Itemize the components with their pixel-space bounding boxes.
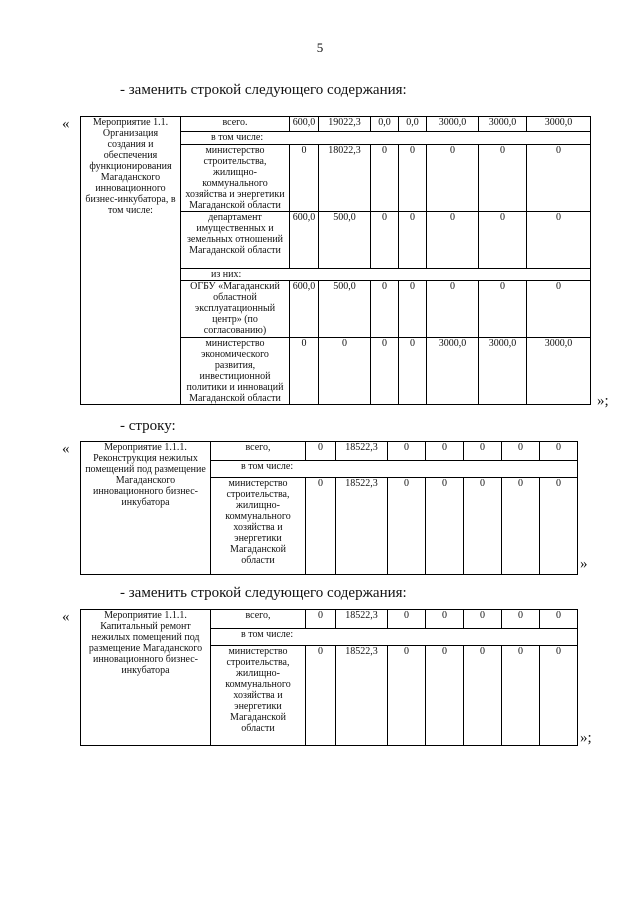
executor-cell: министерство строительства, жилищно-коммунального хозяйства и энергетики Магаданской области bbox=[211, 646, 306, 746]
amount-cell: 600,0 bbox=[290, 117, 319, 132]
amount-cell: 0 bbox=[502, 478, 540, 575]
executor-cell: из них: bbox=[181, 269, 591, 281]
executor-cell: министерство строительства, жилищно-коммунального хозяйства и энергетики Магаданской области bbox=[211, 478, 306, 575]
heading-replace-1: - заменить строкой следующего содержания: bbox=[120, 82, 407, 98]
close-quote-3: »; bbox=[580, 730, 592, 746]
amount-cell: 0 bbox=[371, 212, 399, 269]
amount-cell: 18022,3 bbox=[319, 145, 371, 212]
amount-cell: 0 bbox=[502, 646, 540, 746]
amount-cell: 0 bbox=[388, 442, 426, 461]
close-quote-2: » bbox=[580, 556, 588, 572]
amount-cell: 3000,0 bbox=[527, 338, 591, 405]
amount-cell: 0 bbox=[540, 610, 578, 629]
amount-cell: 0 bbox=[540, 646, 578, 746]
amount-cell: 0 bbox=[502, 442, 540, 461]
amount-cell: 0 bbox=[464, 478, 502, 575]
amount-cell: 0,0 bbox=[371, 117, 399, 132]
amount-cell: 0 bbox=[464, 442, 502, 461]
amount-cell: 0 bbox=[527, 212, 591, 269]
table-row bbox=[81, 117, 591, 132]
amount-cell: 3000,0 bbox=[479, 117, 527, 132]
amount-cell: 0 bbox=[540, 478, 578, 575]
table-measure-1-1-1-old bbox=[80, 441, 578, 575]
amount-cell: 3000,0 bbox=[427, 117, 479, 132]
executor-cell: всего, bbox=[211, 442, 306, 461]
amount-cell: 600,0 bbox=[290, 281, 319, 338]
amount-cell: 3000,0 bbox=[527, 117, 591, 132]
amount-cell: 600,0 bbox=[290, 212, 319, 269]
amount-cell: 0 bbox=[290, 338, 319, 405]
amount-cell: 0 bbox=[464, 646, 502, 746]
measure-name-cell: Мероприятие 1.1.1. Капитальный ремонт нежилых помещений под размещение Магаданского инновационного бизнес-инкубатора bbox=[81, 610, 211, 746]
amount-cell: 0 bbox=[371, 281, 399, 338]
heading-replace-2: - заменить строкой следующего содержания: bbox=[120, 585, 407, 601]
amount-cell: 0 bbox=[427, 212, 479, 269]
executor-cell: министерство строительства, жилищно-коммунального хозяйства и энергетики Магаданской области bbox=[181, 145, 290, 212]
amount-cell: 0 bbox=[306, 610, 336, 629]
executor-cell: министерство экономического развития, инвестиционной политики и инноваций Магаданской области bbox=[181, 338, 290, 405]
amount-cell: 0 bbox=[371, 338, 399, 405]
amount-cell: 0 bbox=[399, 281, 427, 338]
table-measure-1-1 bbox=[80, 116, 591, 405]
amount-cell: 500,0 bbox=[319, 281, 371, 338]
amount-cell: 18522,3 bbox=[336, 478, 388, 575]
executor-cell: в том числе: bbox=[211, 629, 578, 646]
executor-cell: в том числе: bbox=[211, 461, 578, 478]
amount-cell: 0 bbox=[426, 478, 464, 575]
amount-cell: 0 bbox=[290, 145, 319, 212]
amount-cell: 0 bbox=[540, 442, 578, 461]
open-quote-1: « bbox=[62, 116, 70, 132]
close-quote-1: »; bbox=[597, 393, 609, 409]
amount-cell: 0 bbox=[464, 610, 502, 629]
heading-row: - строку: bbox=[120, 418, 176, 434]
measure-name-cell: Мероприятие 1.1. Организация создания и обеспечения функционирования Магаданского инновационного бизнес-инкубатора, в том числе: bbox=[81, 117, 181, 405]
amount-cell: 0 bbox=[388, 478, 426, 575]
amount-cell: 0,0 bbox=[399, 117, 427, 132]
amount-cell: 18522,3 bbox=[336, 442, 388, 461]
amount-cell: 500,0 bbox=[319, 212, 371, 269]
executor-cell: департамент имущественных и земельных отношений Магаданской области bbox=[181, 212, 290, 269]
amount-cell: 0 bbox=[319, 338, 371, 405]
open-quote-3: « bbox=[62, 609, 70, 625]
amount-cell: 0 bbox=[306, 646, 336, 746]
amount-cell: 0 bbox=[502, 610, 540, 629]
table-measure-1-1-1-new bbox=[80, 609, 578, 746]
amount-cell: 0 bbox=[306, 442, 336, 461]
amount-cell: 0 bbox=[527, 145, 591, 212]
amount-cell: 18522,3 bbox=[336, 646, 388, 746]
amount-cell: 0 bbox=[479, 281, 527, 338]
executor-cell: всего. bbox=[181, 117, 290, 132]
amount-cell: 3000,0 bbox=[479, 338, 527, 405]
amount-cell: 0 bbox=[399, 212, 427, 269]
amount-cell: 0 bbox=[426, 442, 464, 461]
measure-name-cell: Мероприятие 1.1.1. Реконструкция нежилых помещений под размещение Магаданского инновационного бизнес-инкубатора bbox=[81, 442, 211, 575]
amount-cell: 0 bbox=[388, 646, 426, 746]
amount-cell: 0 bbox=[426, 610, 464, 629]
table-row bbox=[81, 610, 578, 629]
amount-cell: 0 bbox=[371, 145, 399, 212]
amount-cell: 3000,0 bbox=[427, 338, 479, 405]
amount-cell: 0 bbox=[306, 478, 336, 575]
amount-cell: 0 bbox=[479, 212, 527, 269]
executor-cell: ОГБУ «Магаданский областной эксплуатационный центр» (по согласованию) bbox=[181, 281, 290, 338]
amount-cell: 0 bbox=[388, 610, 426, 629]
amount-cell: 0 bbox=[399, 338, 427, 405]
table-row bbox=[81, 442, 578, 461]
amount-cell: 0 bbox=[399, 145, 427, 212]
amount-cell: 0 bbox=[527, 281, 591, 338]
amount-cell: 18522,3 bbox=[336, 610, 388, 629]
amount-cell: 0 bbox=[426, 646, 464, 746]
page-number: 5 bbox=[316, 40, 324, 55]
amount-cell: 0 bbox=[427, 281, 479, 338]
amount-cell: 19022,3 bbox=[319, 117, 371, 132]
open-quote-2: « bbox=[62, 441, 70, 457]
executor-cell: всего, bbox=[211, 610, 306, 629]
executor-cell: в том числе: bbox=[181, 132, 591, 145]
amount-cell: 0 bbox=[427, 145, 479, 212]
amount-cell: 0 bbox=[479, 145, 527, 212]
